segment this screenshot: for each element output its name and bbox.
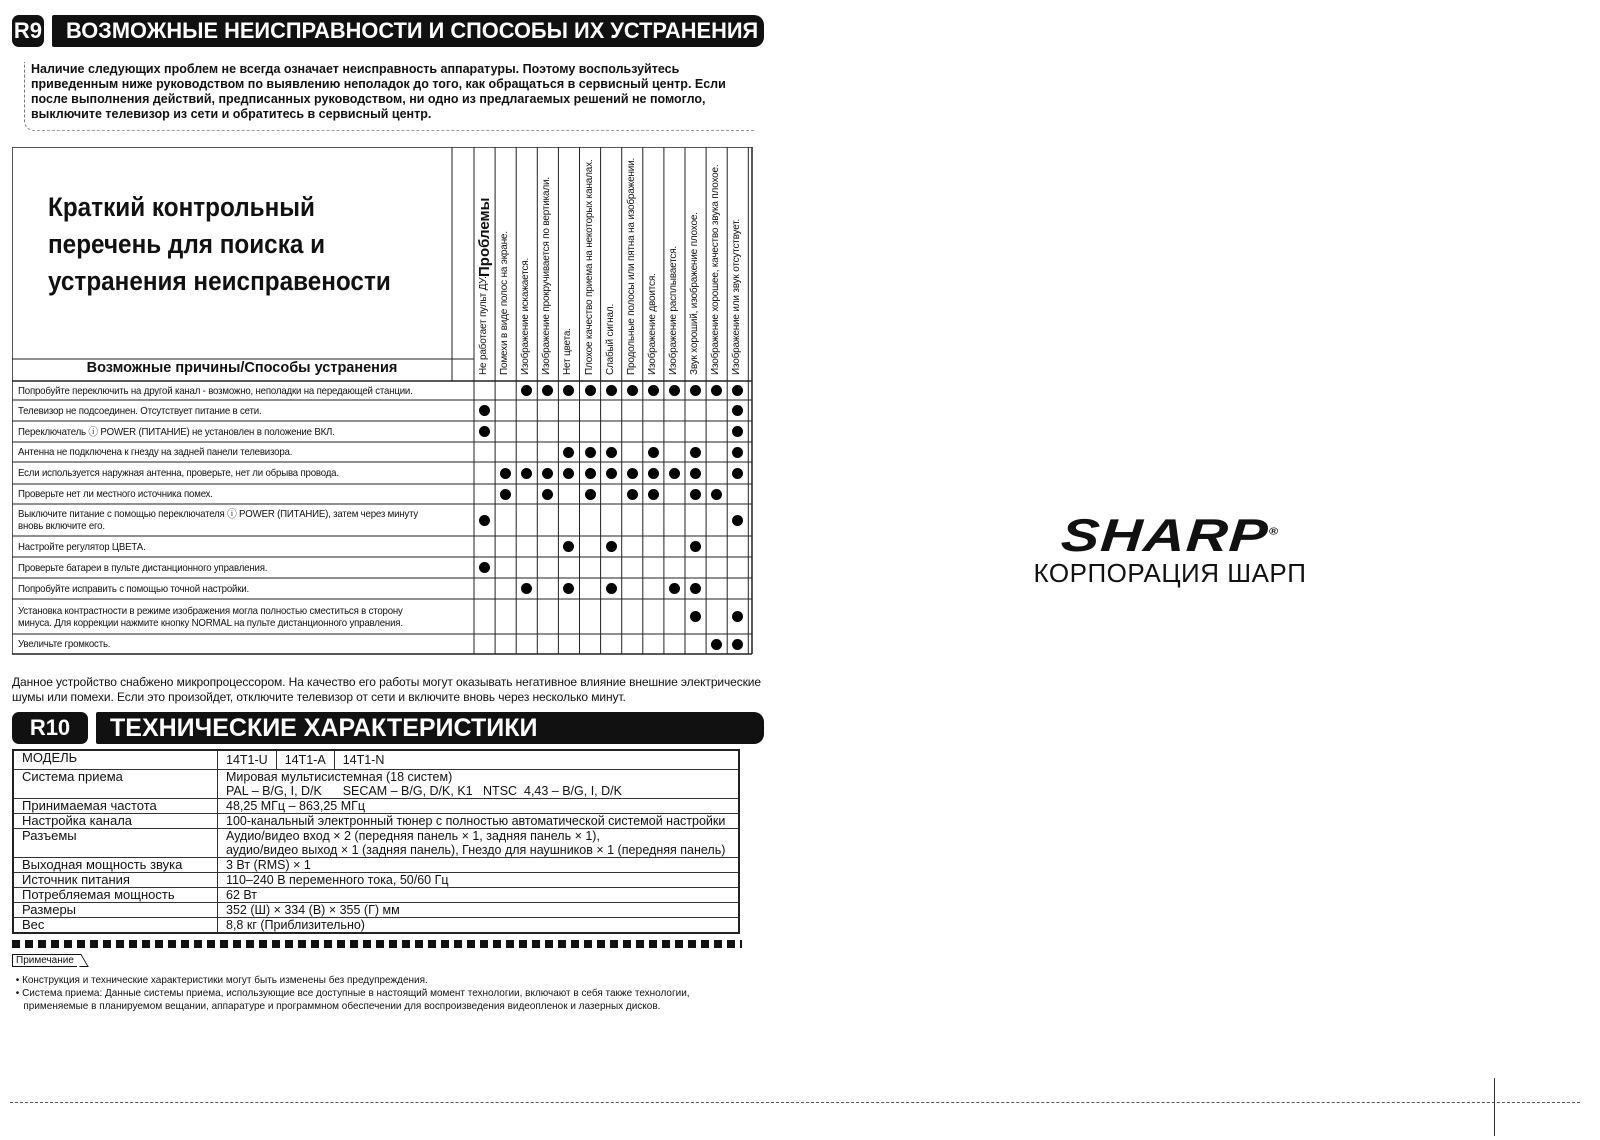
problem-mark xyxy=(500,468,511,479)
cause-text: Увеличьте громкость. xyxy=(18,638,111,650)
problem-column-header: Изображение искажается. xyxy=(520,257,532,375)
problem-mark xyxy=(606,583,617,594)
problem-mark xyxy=(732,515,743,526)
problem-mark xyxy=(606,447,617,458)
table-row xyxy=(13,888,739,903)
problem-mark xyxy=(542,468,553,479)
problem-column-header: Изображение хорошее, качество звука плохое. xyxy=(710,164,722,375)
problem-mark xyxy=(690,541,701,552)
problem-mark xyxy=(585,447,596,458)
problem-column-header: Изображение расплывается. xyxy=(667,246,679,375)
spec-value: аудио/видео выход × 1 (задняя панель), Гнездо для наушников × 1 (передняя панель) xyxy=(226,843,726,857)
section-title: ТЕХНИЧЕСКИЕ ХАРАКТЕРИСТИКИ xyxy=(96,712,764,744)
problem-column-header: Изображение двоится. xyxy=(646,273,658,375)
table-row xyxy=(13,799,739,814)
note-item: • Конструкция и технические характеристики могут быть изменены без предупреждения. xyxy=(15,974,428,986)
problem-column-header: Помехи в виде полос на экране. xyxy=(499,231,511,375)
problem-mark xyxy=(479,562,490,573)
problem-column-header: Изображение прокручивается по вертикали. xyxy=(541,177,553,375)
spec-value: 352 (Ш) × 334 (В) × 355 (Г) мм xyxy=(226,903,400,917)
problem-mark xyxy=(542,489,553,500)
spec-value: 110–240 В переменного тока, 50/60 Гц xyxy=(226,873,449,887)
spec-key: Настройка канала xyxy=(13,814,218,829)
section-header-r9 xyxy=(12,14,764,48)
table-row xyxy=(13,829,739,858)
problem-mark xyxy=(521,468,532,479)
spec-value: 8,8 кг (Приблизительно) xyxy=(226,918,365,932)
model-name: 14T1-A xyxy=(285,751,335,769)
problem-mark xyxy=(711,639,722,650)
spec-key: Источник питания xyxy=(13,873,218,888)
problem-mark xyxy=(711,489,722,500)
problem-mark xyxy=(563,447,574,458)
spec-value: 100-канальный электронный тюнер с полностью автоматической системой настройки xyxy=(226,814,726,828)
spec-key: Потребляемая мощность xyxy=(13,888,218,903)
problem-mark xyxy=(669,583,680,594)
problem-column-header: Звук хороший, изображение плохое. xyxy=(689,212,700,375)
model-name: 14T1-N xyxy=(342,753,385,767)
problem-mark xyxy=(690,489,701,500)
problem-mark xyxy=(669,468,680,479)
problem-mark xyxy=(690,583,701,594)
problem-mark xyxy=(732,639,743,650)
cause-text: Антенна не подключена к гнезду на задней панели телевизора. xyxy=(18,446,293,458)
problem-column-header: Слабый сигнал. xyxy=(604,303,616,375)
cause-text: Попробуйте переключить на другой канал - возможно, неполадки на передающей станции. xyxy=(18,384,413,397)
problem-mark xyxy=(648,447,659,458)
problem-mark xyxy=(563,468,574,479)
cause-text: Переключатель ⓘ POWER (ПИТАНИЕ) не установлен в положение ВКЛ. xyxy=(18,425,335,438)
intro-text: Наличие следующих проблем не всегда означает неисправность аппаратуры. Поэтому воспользуйтесь приведенным ниже руководством по выявлению неполадок до того, как обращаться в сервисный центр. Если после выполнения действий, предписанных руководством, ни одно из предлагаемых решений не помогло, выключите телевизор из сети и обратитесь в сервисный центр. xyxy=(24,62,754,131)
microprocessor-note: Данное устройство снабжено микропроцессором. На качество его работы могут оказывать негативное влияние внешние электрические шумы или помехи. Если это произойдет, отключите телевизор от сети и включите вновь через несколько минут. xyxy=(12,675,761,704)
specs-table xyxy=(12,749,740,934)
cause-text: Установка контрастности в режиме изображения могла полностью сместиться в сторону минуса. Для коррекции нажмите кнопку NORMAL на пульте дистанционного управления. xyxy=(18,604,403,629)
model-list xyxy=(226,751,730,769)
spec-value: Мировая мультисистемная (18 систем) xyxy=(226,770,453,784)
spec-key: Принимаемая частота xyxy=(13,799,218,814)
bottom-rule xyxy=(10,1102,1580,1103)
cause-text: Проверьте нет ли местного источника помех. xyxy=(18,488,213,500)
problem-mark xyxy=(585,489,596,500)
section-badge: R10 xyxy=(12,712,88,744)
problem-mark xyxy=(479,515,490,526)
sharp-logo: SHARP® xyxy=(1059,509,1280,561)
problem-mark xyxy=(606,541,617,552)
table-row xyxy=(13,918,739,934)
problem-mark xyxy=(690,447,701,458)
corporation-name: КОРПОРАЦИЯ ШАРП xyxy=(1033,558,1307,588)
spec-value: 48,25 МГц – 863,25 МГц xyxy=(226,799,366,813)
causes-header: Возможные причины/Способы устранения xyxy=(86,360,398,376)
table-row xyxy=(13,903,739,918)
spec-key: Система приема xyxy=(13,770,218,799)
cause-text: Телевизор не подсоединен. Отсутствует питание в сети. xyxy=(18,404,262,417)
spec-value: Аудио/видео вход × 2 (передняя панель × 1, задняя панель × 1), xyxy=(226,829,600,843)
problem-mark xyxy=(690,468,701,479)
problem-mark xyxy=(648,385,659,396)
cause-text: Настройте регулятор ЦВЕТА. xyxy=(18,540,146,553)
problem-mark xyxy=(690,611,701,622)
note-item: • Система приема: Данные системы приема, использующие все доступные в настоящий момент технологии, включают в себя также технологии, применяемые в планируемом вещании, аппаратуре и программном обеспечении для воспроизведения видеопленок и лазерных дисков. xyxy=(15,987,690,1012)
problem-mark xyxy=(627,385,638,396)
cause-text: Проверьте батареи в пульте дистанционного управления. xyxy=(18,561,268,574)
brand-block xyxy=(1020,508,1320,589)
troubleshooting-grid xyxy=(12,147,764,673)
checklist-title: Краткий контрольный перечень для поиска и устранения неисправености xyxy=(48,192,391,296)
spec-key: Разъемы xyxy=(13,829,218,858)
problems-label: Проблемы xyxy=(476,197,493,277)
model-name: 14T1-U xyxy=(226,751,277,769)
problem-mark xyxy=(479,405,490,416)
problem-mark xyxy=(500,489,511,500)
problem-mark xyxy=(732,468,743,479)
dotted-divider xyxy=(12,940,742,948)
spec-value: PAL – B/G, I, D/K SECAM – B/G, D/K, K1 NTSC 4,43 – B/G, I, D/K xyxy=(226,784,622,798)
problem-mark xyxy=(648,468,659,479)
problem-mark xyxy=(627,489,638,500)
problem-mark xyxy=(627,468,638,479)
spec-key: МОДЕЛЬ xyxy=(13,750,218,770)
cause-text: Попробуйте исправить с помощью точной настройки. xyxy=(18,582,250,595)
spec-value: 3 Вт (RMS) × 1 xyxy=(226,858,311,872)
notes-list xyxy=(12,974,747,1013)
problem-column-header: Не работает пульт ДУ. xyxy=(478,276,489,375)
section-title: ВОЗМОЖНЫЕ НЕИСПРАВНОСТИ И СПОСОБЫ ИХ УСТРАНЕНИЯ xyxy=(52,15,764,47)
problem-column-header: Плохое качество приема на некоторых каналах. xyxy=(583,159,595,375)
problem-column-header: Нет цвета. xyxy=(562,328,574,375)
problem-column-header: Изображение или звук отсутствует. xyxy=(731,218,743,375)
section-badge: R9 xyxy=(12,15,44,47)
problem-mark xyxy=(648,489,659,500)
problem-column-header: Продольные полосы или пятна на изображении. xyxy=(625,157,637,375)
table-row xyxy=(13,873,739,888)
problem-mark xyxy=(606,468,617,479)
page-edge-rule xyxy=(1494,1078,1495,1136)
problem-mark xyxy=(585,468,596,479)
spec-key: Размеры xyxy=(13,903,218,918)
table-row xyxy=(13,814,739,829)
problem-mark xyxy=(732,447,743,458)
section-header-r10 xyxy=(12,711,764,745)
spec-key: Вес xyxy=(13,918,218,934)
spec-value: 62 Вт xyxy=(226,888,258,902)
table-row xyxy=(13,858,739,873)
cause-text: Если используется наружная антенна, проверьте, нет ли обрыва провода. xyxy=(18,467,339,479)
left-page xyxy=(12,14,764,1013)
problem-mark xyxy=(585,385,596,396)
cause-text: Выключите питание с помощью переключателя ⓘ POWER (ПИТАНИЕ), затем через минуту вновь включите его. xyxy=(18,508,419,532)
spec-key: Выходная мощность звука xyxy=(13,858,218,873)
table-row xyxy=(13,770,739,799)
problem-mark xyxy=(479,426,490,437)
table-row xyxy=(13,750,739,770)
problem-mark xyxy=(606,385,617,396)
problem-mark xyxy=(669,385,680,396)
problem-mark xyxy=(690,385,701,396)
note-label: Примечание xyxy=(12,954,77,967)
